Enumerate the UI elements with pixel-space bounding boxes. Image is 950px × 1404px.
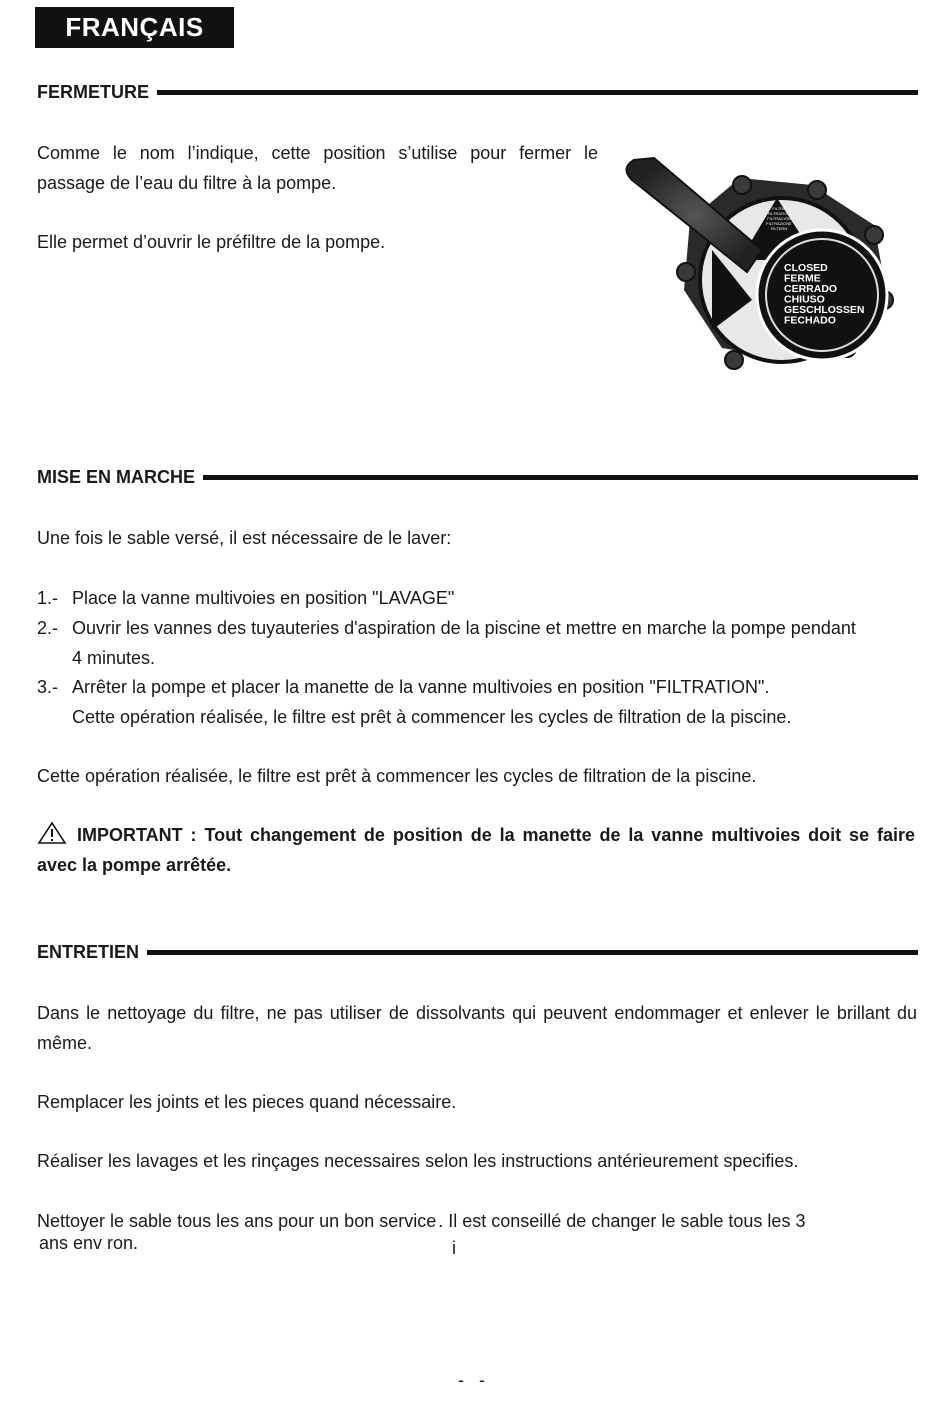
entretien-paragraph-4 (37, 1206, 917, 1236)
paragraph-line: passage de l’eau du filtre à la pompe. (37, 173, 337, 193)
warning-triangle-icon (37, 821, 67, 845)
language-tab: FRANÇAIS (35, 7, 234, 48)
svg-text:FILTRACIÓN: FILTRACIÓN (767, 216, 791, 221)
paragraph-fragment: . Il est conseillé de changer le sable tous les 3 (438, 1211, 806, 1231)
stray-character: i (452, 1238, 456, 1258)
svg-text:FILTRATION: FILTRATION (767, 211, 791, 216)
important-text: IMPORTANT : Tout changement de position de la manette de la vanne multivoies doit se faire avec la pompe arrêtée. (37, 825, 915, 875)
svg-text:FILTRAZIONE: FILTRAZIONE (766, 221, 792, 226)
step-text: Arrêter la pompe et placer la manette de la vanne multivoies en position "FILTRATION". (72, 677, 770, 697)
step-text-continuation: 4 minutes. (72, 648, 156, 668)
section-heading-mise-en-marche (37, 467, 918, 488)
mise-en-marche-closing: Cette opération réalisée, le filtre est prêt à commencer les cycles de filtration de la piscine. (37, 766, 757, 786)
step-number: 3.- (37, 677, 59, 697)
svg-text:CHIUSO: CHIUSO (784, 293, 825, 306)
list-item (37, 583, 917, 613)
svg-text:CERRADO: CERRADO (784, 283, 838, 295)
section-heading-entretien (37, 942, 918, 963)
heading-rule (203, 475, 918, 480)
fermeture-paragraph-1 (37, 138, 598, 198)
paragraph-fragment: Nettoyer le sable tous les ans pour un bon service (37, 1211, 437, 1231)
list-item (37, 672, 917, 732)
section-title: ENTRETIEN (37, 942, 140, 962)
section-heading-fermeture (37, 82, 918, 103)
entretien-paragraph-4-continuation: ans env ron. (39, 1233, 139, 1253)
svg-text:FILTRE: FILTRE (772, 206, 786, 211)
step-text: Place la vanne multivoies en position "LAVAGE" (72, 588, 455, 608)
entretien-paragraph-2: Remplacer les joints et les pieces quand nécessaire. (37, 1092, 457, 1112)
section-title: FERMETURE (37, 82, 149, 102)
paragraph-line: Comme le nom l’indique, cette position s’utilise pour fermer le (37, 143, 598, 163)
heading-rule (157, 90, 918, 95)
mise-en-marche-intro: Une fois le sable versé, il est nécessaire de le laver: (37, 528, 452, 548)
entretien-paragraph-1: Dans le nettoyage du filtre, ne pas utiliser de dissolvants qui peuvent endommager et enlever le brillant du même. (37, 1003, 917, 1053)
step-text: Ouvrir les vannes des tuyauteries d'aspiration de la piscine et mettre en marche la pompe pendant (72, 618, 856, 638)
svg-text:CLOSED: CLOSED (784, 262, 828, 274)
svg-text:FERME: FERME (784, 272, 821, 285)
entretien-paragraph-3: Réaliser les lavages et les rinçages necessaires selon les instructions antérieurement specifies. (37, 1151, 799, 1171)
heading-rule (147, 950, 918, 955)
svg-text:FILTERN: FILTERN (770, 226, 788, 231)
fermeture-paragraph-2: Elle permet d’ouvrir le préfiltre de la pompe. (37, 232, 386, 252)
list-item (37, 613, 917, 673)
step-number: 2.- (37, 618, 59, 638)
svg-text:FECHADO: FECHADO (784, 314, 836, 327)
section-title: MISE EN MARCHE (37, 467, 196, 487)
important-notice (37, 820, 915, 880)
svg-text:GESCHLOSSEN: GESCHLOSSEN (784, 304, 865, 316)
page-number-marks: - - (458, 1370, 485, 1390)
step-number: 1.- (37, 588, 59, 608)
valve-closed-illustration (612, 140, 902, 385)
step-text-continuation: Cette opération réalisée, le filtre est prêt à commencer les cycles de filtration de la piscine. (72, 707, 792, 727)
